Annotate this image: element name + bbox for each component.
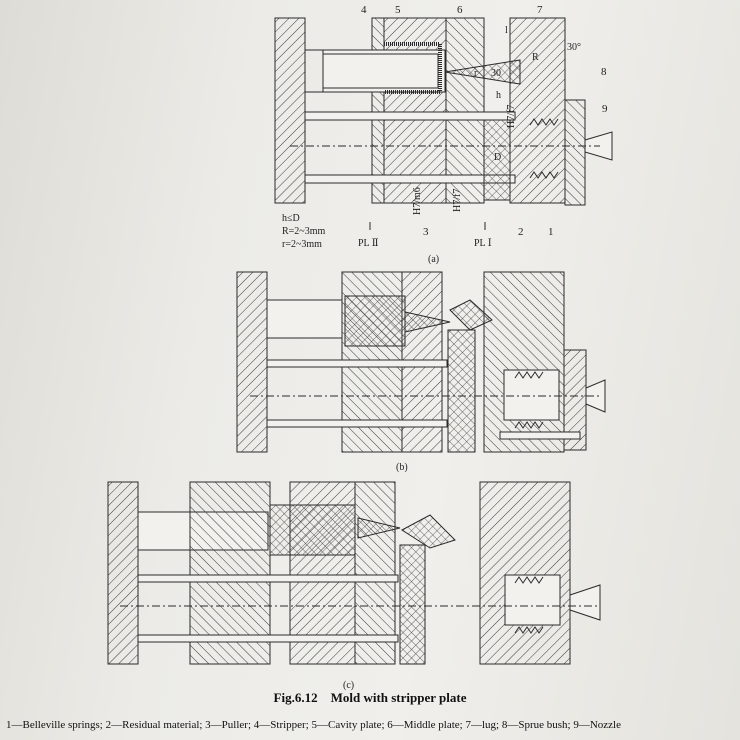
- part-number-9: 9: [602, 103, 608, 115]
- figure-legend: 1—Belleville springs; 2—Residual material; 3—Puller; 4—Stripper; 5—Cavity plate; 6—Middle plate; 7—lug; 8—Sprue bush; 9—Nozzle: [6, 719, 621, 731]
- dimension-r: r: [474, 68, 478, 79]
- note-r-range: r=2~3mm: [282, 239, 322, 250]
- note-h-le-D: h≤D: [282, 213, 300, 224]
- part-number-5: 5: [395, 4, 401, 16]
- note-R-range: R=2~3mm: [282, 226, 326, 237]
- part-number-4: 4: [361, 4, 367, 16]
- dimension-D: D: [494, 152, 502, 163]
- parting-line-1: PL Ⅰ: [474, 238, 492, 249]
- dimension-l: l: [505, 25, 508, 36]
- angle-label-30: 30: [491, 68, 501, 79]
- subfigure-label-a: (a): [428, 254, 440, 265]
- part-number-8: 8: [601, 66, 607, 78]
- dimension-h: h: [496, 90, 501, 101]
- part-number-3: 3: [423, 226, 429, 238]
- diagram-c: [108, 482, 600, 691]
- part-number-7: 7: [537, 4, 543, 16]
- subfigure-label-b: (b): [396, 462, 408, 473]
- parting-line-2: PL Ⅱ: [358, 238, 379, 249]
- diagram-b: [237, 272, 605, 473]
- fit-label-h7f7-lower: H7/f7: [452, 188, 463, 212]
- subfigure-label-c: (c): [343, 680, 355, 691]
- dimension-R: R: [532, 52, 539, 63]
- part-number-2: 2: [518, 226, 524, 238]
- angle-label-30-deg: 30°: [567, 42, 581, 53]
- diagram-a: [275, 4, 612, 265]
- caption-title: Mold with stripper plate: [330, 690, 467, 705]
- fit-label-h7f7-upper: H7/f7: [506, 104, 517, 128]
- caption-number: Fig.6.12: [273, 690, 318, 705]
- fit-label-h7m6: H7/m6: [412, 187, 423, 215]
- figure-caption: [0, 690, 740, 706]
- part-number-6: 6: [457, 4, 463, 16]
- part-number-1: 1: [548, 226, 554, 238]
